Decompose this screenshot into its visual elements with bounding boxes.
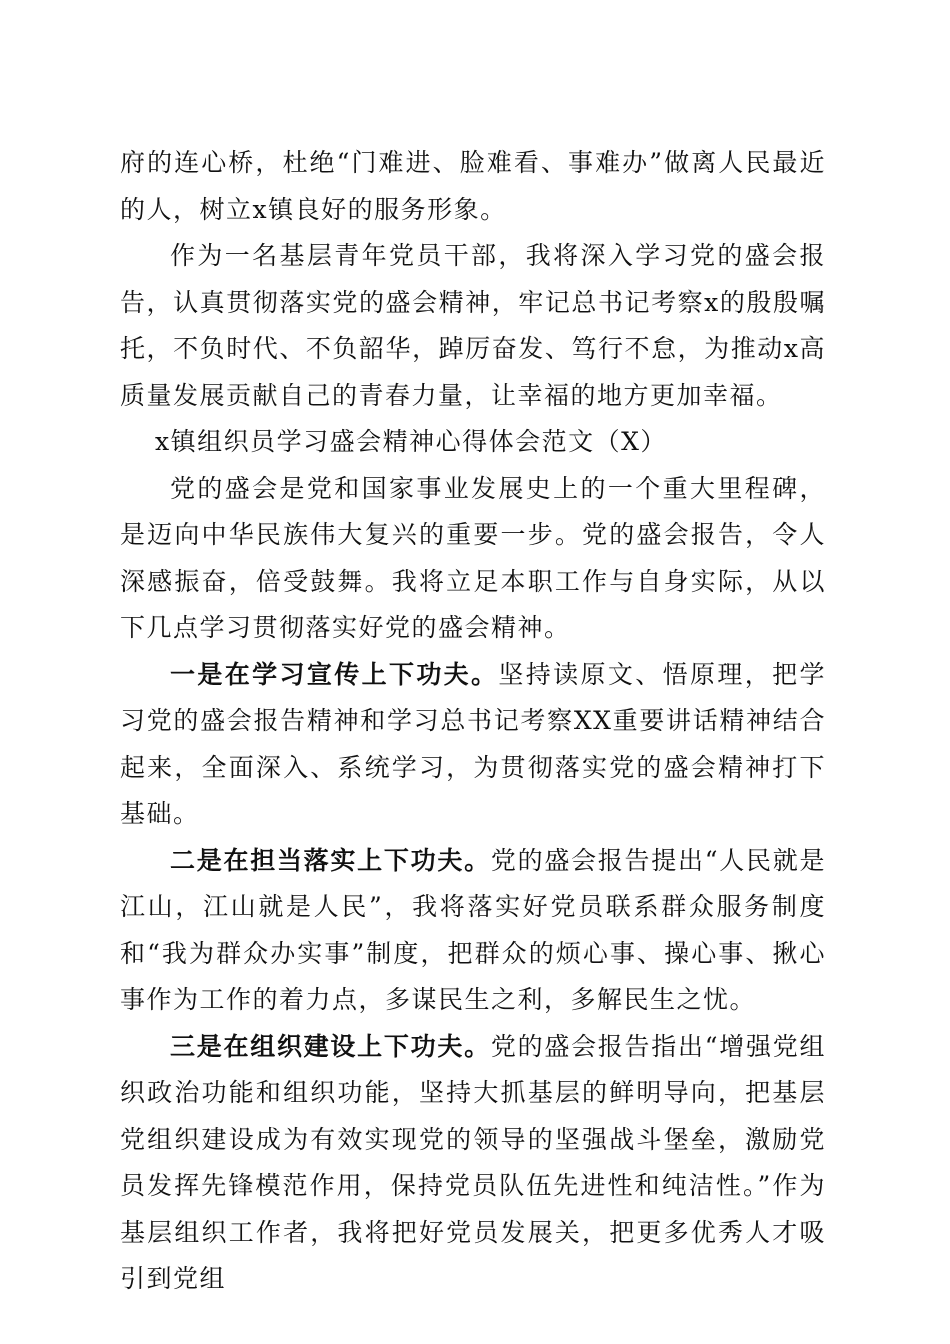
paragraph-point-three [120, 1024, 826, 1303]
paragraph-continuation: 府的连心桥，杜绝“门难进、脸难看、事难办”做离人民最近的人，树立x镇良好的服务形象。 [120, 148, 826, 224]
point-three-heading: 三是在组织建设上下功夫。 [170, 1031, 491, 1061]
paragraph-introduction: 党的盛会是党和国家事业发展史上的一个重大里程碑，是迈向中华民族伟大复兴的重要一步。党的盛会报告，令人深感振奋，倍受鼓舞。我将立足本职工作与自身实际，从以下几点学习贯彻落实好党的盛会精神。 [120, 473, 826, 642]
document-body [120, 140, 826, 1303]
point-two-body: 党的盛会报告提出“人民就是江山，江山就是人民”，我将落实好党员联系群众服务制度和“我为群众办实事”制度，把群众的烦心事、操心事、揪心事作为工作的着力点，多谋民生之利，多解民生之忧。 [120, 845, 826, 1014]
paragraph-point-two [120, 838, 826, 1024]
paragraph-commitment: 作为一名基层青年党员干部，我将深入学习党的盛会报告，认真贯彻落实党的盛会精神，牢记总书记考察x的殷殷嘱托，不负时代、不负韶华，踔厉奋发、笃行不怠，为推动x高质量发展贡献自己的青春力量，让幸福的地方更加幸福。 [120, 241, 826, 410]
point-two-heading: 二是在担当落实上下功夫。 [170, 845, 491, 875]
paragraph-point-one [120, 652, 826, 838]
point-three-body: 党的盛会报告指出“增强党组织政治功能和组织功能，坚持大抓基层的鲜明导向，把基层党组织建设成为有效实现党的领导的坚强战斗堡垒，激励党员发挥先锋模范作用，保持党员队伍先进性和纯洁性。”作为基层组织工作者，我将把好党员发展关，把更多优秀人才吸引到党组 [120, 1031, 826, 1293]
article-title: x镇组织员学习盛会精神心得体会范文（X） [155, 427, 667, 456]
point-one-body: 坚持读原文、悟原理，把学习党的盛会报告精神和学习总书记考察XX重要讲话精神结合起来，全面深入、系统学习，为贯彻落实党的盛会精神打下基础。 [120, 659, 826, 828]
point-one-heading: 一是在学习宣传上下功夫。 [170, 659, 499, 689]
